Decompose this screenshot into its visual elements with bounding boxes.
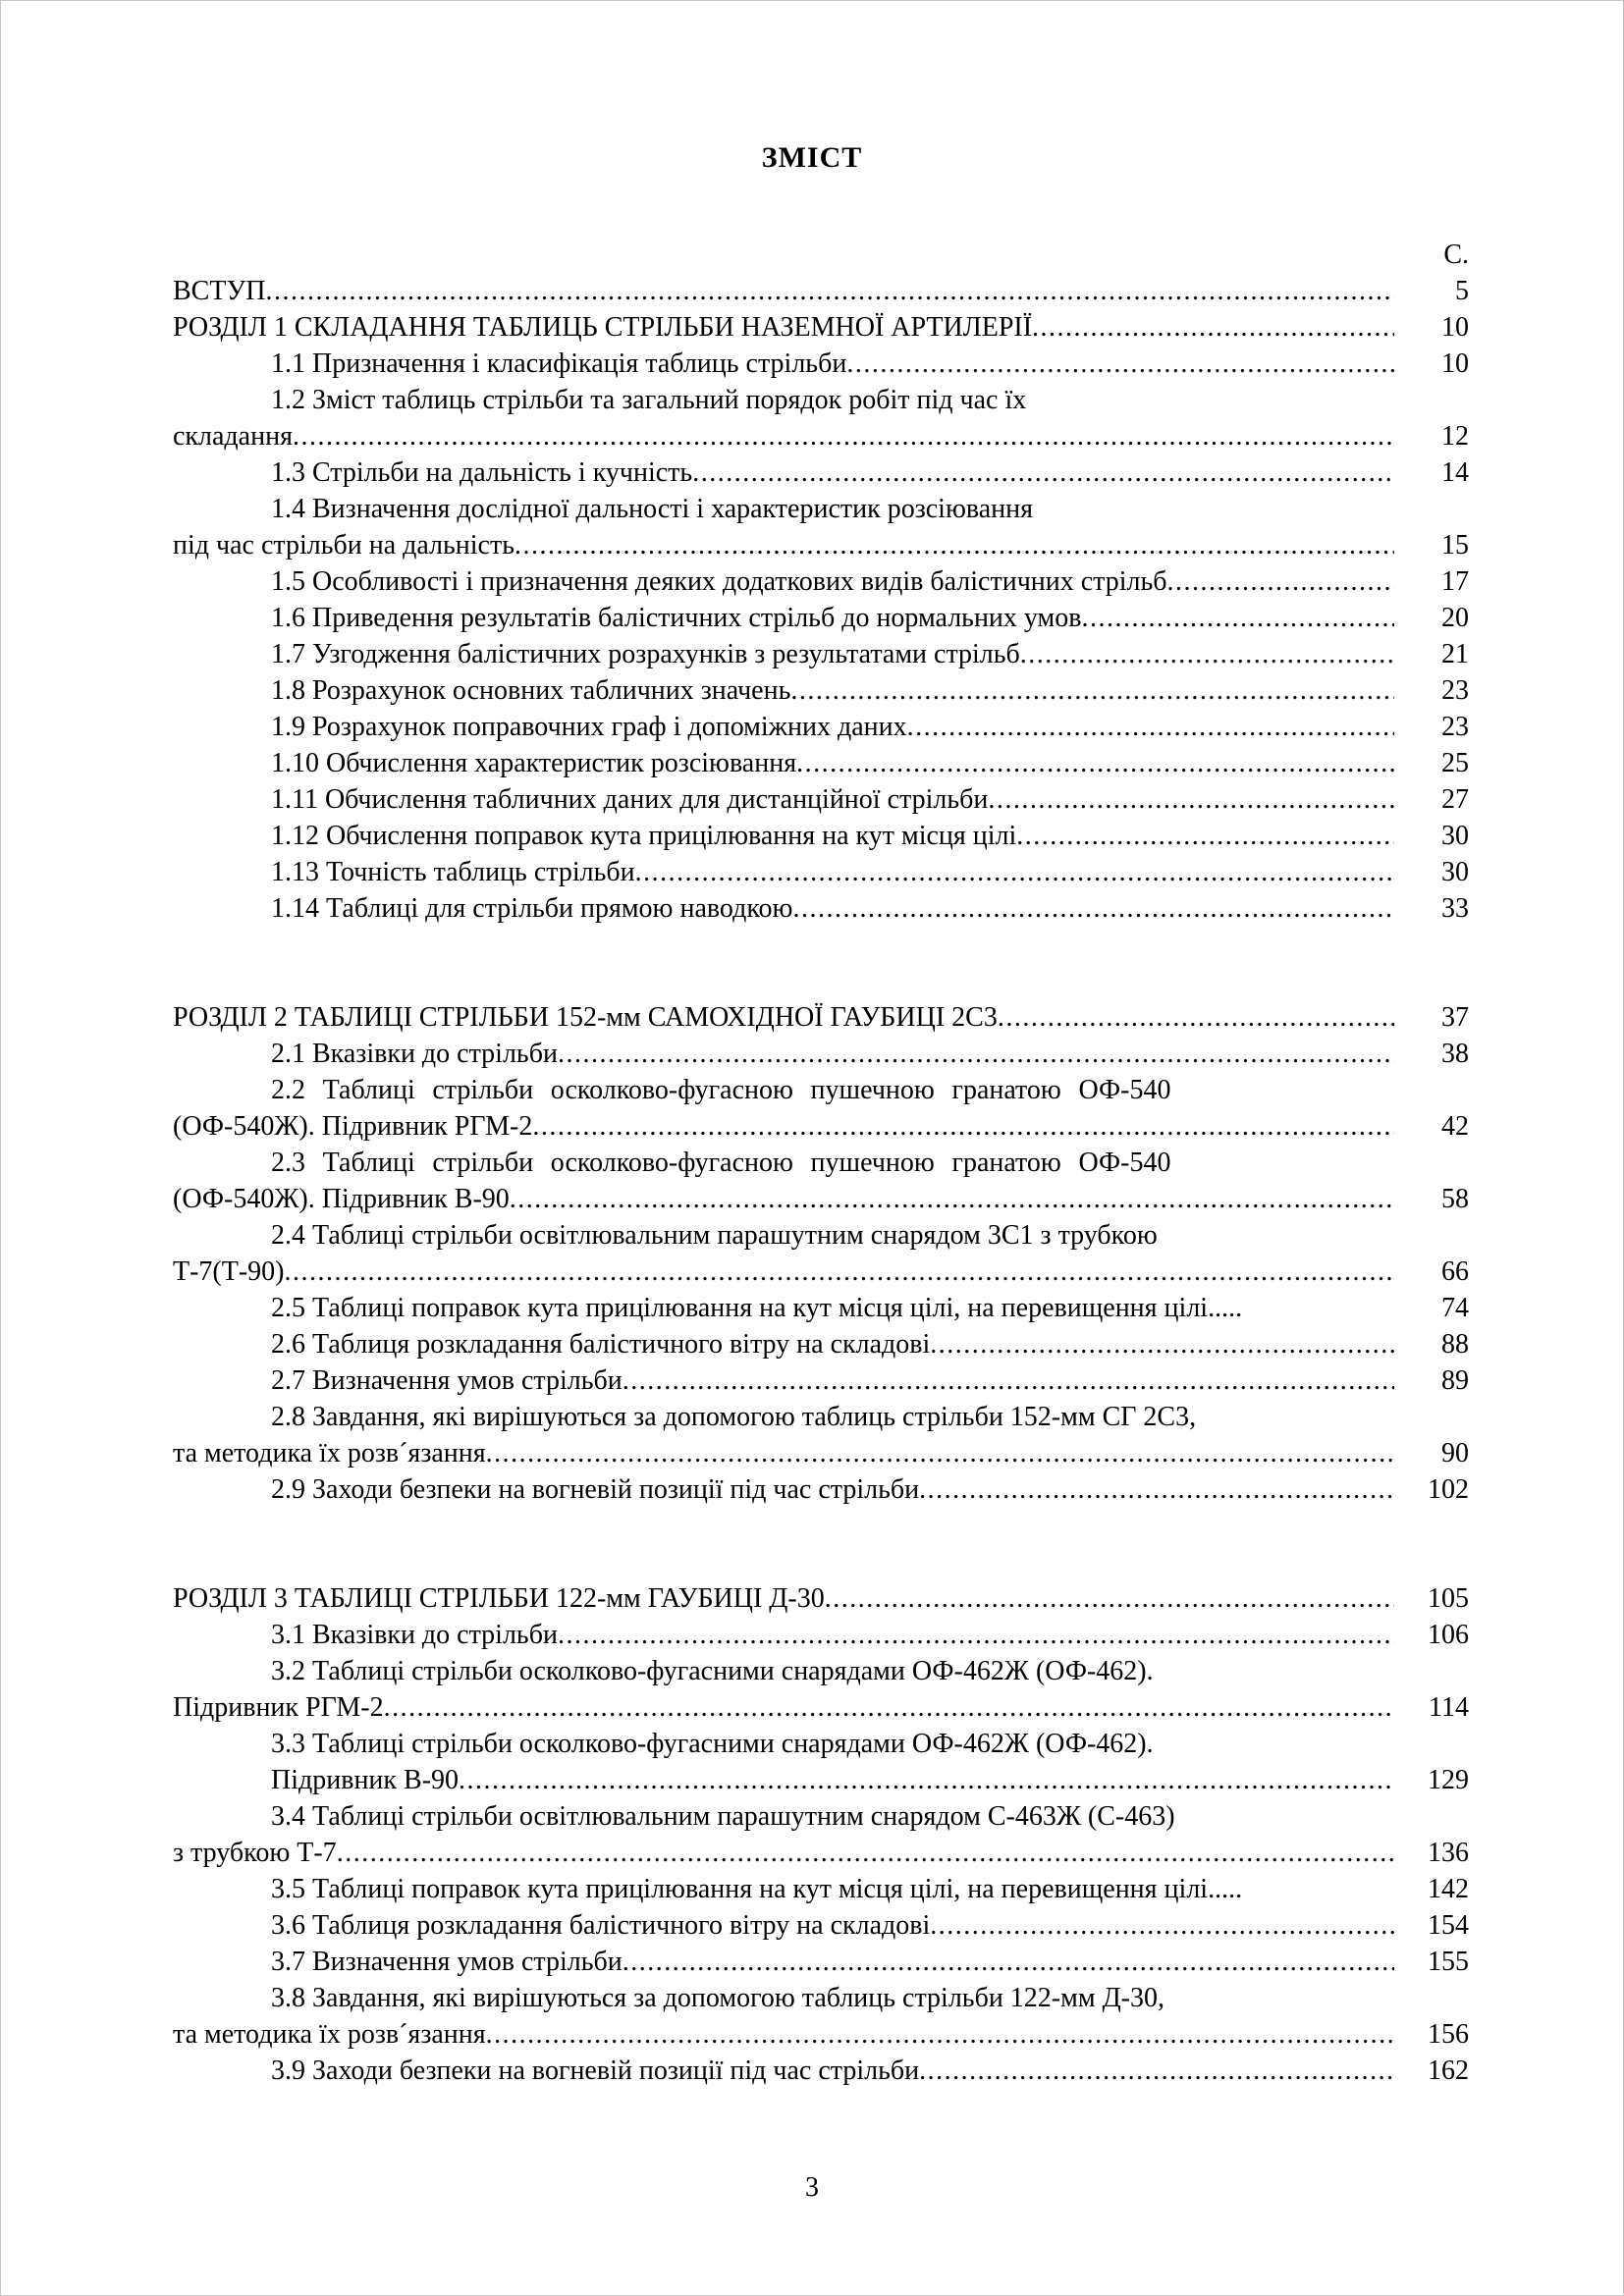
toc-entry-page: 88	[1441, 1329, 1469, 1360]
toc-entry-text: 3.6 Таблиця розкладання балістичного вітру на складові	[271, 1910, 931, 1941]
toc-entry-page: 30	[1441, 857, 1469, 887]
dot-leader	[930, 1326, 1394, 1362]
toc-entry-text: 1.9 Розрахунок поправочних граф і допоміжних даних	[271, 712, 907, 742]
dot-leader	[1016, 818, 1394, 854]
toc-row	[173, 2016, 1469, 2053]
toc-entry-page: 14	[1441, 457, 1469, 488]
toc-entry-text: під час стрільби на дальність	[173, 530, 514, 561]
toc-row	[173, 454, 1469, 491]
toc-row	[173, 1835, 1469, 1871]
dot-leader	[692, 454, 1394, 491]
toc-row	[173, 2053, 1469, 2089]
toc-entry-page: 66	[1441, 1256, 1469, 1287]
toc-row	[173, 1907, 1469, 1944]
dot-leader	[988, 781, 1394, 818]
toc-entry-page: 21	[1441, 639, 1469, 669]
dot-leader	[459, 1762, 1394, 1798]
toc-row	[173, 1980, 1469, 2016]
toc-row	[173, 999, 1469, 1036]
toc-row	[173, 672, 1469, 709]
dot-leader	[1081, 600, 1394, 636]
toc-entry-text: Підривник В-90	[271, 1765, 460, 1795]
toc-row	[173, 1944, 1469, 1980]
toc-row	[173, 273, 1469, 309]
toc-entry-page: 27	[1441, 784, 1469, 815]
toc-entry-text: 2.6 Таблиця розкладання балістичного вітру на складові	[271, 1329, 931, 1360]
dot-leader	[486, 2016, 1394, 2053]
toc-entry-text: 2.8 Завдання, які вирішуються за допомогою таблиць стрільби 152-мм СГ 2С3,	[271, 1402, 1197, 1432]
toc-row	[173, 1326, 1469, 1362]
dot-leader	[1020, 636, 1394, 672]
toc-entry-page: 25	[1441, 748, 1469, 778]
toc-entry-page: 20	[1441, 603, 1469, 633]
toc-entry-text: 3.8 Завдання, які вирішуються за допомогою таблиць стрільби 122-мм Д-30,	[271, 1983, 1164, 2013]
toc-entry-page: 105	[1428, 1583, 1469, 1614]
toc-entry-text: 1.4 Визначення дослідної дальності і характеристик розсіювання	[271, 494, 1034, 524]
toc-entry-text: 1.10 Обчислення характеристик розсіювання	[271, 748, 797, 778]
dot-leader	[790, 672, 1394, 709]
dot-leader	[558, 1036, 1394, 1072]
toc-entry-text: 1.7 Узгодження балістичних розрахунків з результатами стрільб	[271, 639, 1020, 669]
toc-row	[173, 1399, 1469, 1435]
toc-entry-text: 1.2 Зміст таблиць стрільби та загальний порядок робіт під час їх	[271, 385, 1027, 415]
toc-row	[173, 1362, 1469, 1399]
toc-entry-text: (ОФ-540Ж). Підривник РГМ-2	[173, 1111, 533, 1142]
toc-entry-page: 10	[1441, 348, 1469, 379]
dot-leader	[384, 1689, 1394, 1726]
dot-leader	[337, 1835, 1394, 1871]
toc-rows	[173, 273, 1469, 2089]
dot-leader	[635, 854, 1394, 890]
toc-row	[173, 527, 1469, 563]
toc-entry-page: 42	[1441, 1111, 1469, 1142]
toc-entry-text: 3.7 Визначення умов стрільби	[271, 1947, 623, 1977]
dot-leader	[998, 999, 1394, 1036]
toc-entry-text: 1.1 Призначення і класифікація таблиць стрільби	[271, 348, 847, 379]
toc-row	[173, 1217, 1469, 1254]
toc-entry-text: ВСТУП	[173, 276, 266, 306]
footer-page-number: 3	[805, 2172, 819, 2203]
toc-entry-text: 3.4 Таблиці стрільби освітлювальним парашутним снарядом С-463Ж (С-463)	[271, 1801, 1175, 1832]
toc-row	[173, 890, 1469, 927]
toc-column-header-row	[173, 237, 1469, 273]
toc-entry-text: 1.5 Особливості і призначення деяких додаткових видів балістичних стрільб	[271, 566, 1167, 597]
toc-row	[173, 1653, 1469, 1689]
toc-entry-text: Т-7(Т-90)	[173, 1256, 285, 1287]
toc-row	[173, 1726, 1469, 1762]
dot-leader	[558, 1617, 1394, 1653]
toc-row	[173, 818, 1469, 854]
toc-entry-page: 136	[1428, 1838, 1469, 1868]
toc-row	[173, 636, 1469, 672]
toc-entry-page: 38	[1441, 1039, 1469, 1069]
toc-entry-page: 30	[1441, 821, 1469, 851]
toc-entry-text: РОЗДІЛ 2 ТАБЛИЦІ СТРІЛЬБИ 152-мм САМОХІДНОЇ ГАУБИЦІ 2С3	[173, 1002, 998, 1033]
toc-entry-text: 1.3 Стрільби на дальність і кучність	[271, 457, 693, 488]
toc-entry-page: 155	[1428, 1947, 1469, 1977]
toc-entry-text: Підривник РГМ-2	[173, 1692, 384, 1723]
dot-leader	[792, 890, 1394, 927]
dot-leader	[514, 527, 1394, 563]
toc-row	[173, 1181, 1469, 1217]
toc-row	[173, 1617, 1469, 1653]
toc-entry-text: та методика їх розв´язання	[173, 2019, 486, 2050]
toc-entry-page: 15	[1441, 530, 1469, 561]
toc-entry-text: складання	[173, 421, 293, 452]
dot-leader	[510, 1181, 1394, 1217]
toc-row	[173, 1798, 1469, 1835]
toc-row	[173, 418, 1469, 454]
dot-leader	[532, 1108, 1394, 1145]
toc-entry-page: 23	[1441, 675, 1469, 706]
toc-entry-text: 3.2 Таблиці стрільби осколково-фугасними снарядами ОФ-462Ж (ОФ-462).	[271, 1656, 1154, 1686]
table-of-contents	[173, 237, 1469, 2089]
dot-leader	[1032, 309, 1394, 346]
toc-row	[173, 1762, 1469, 1798]
toc-entry-page: 33	[1441, 893, 1469, 924]
page-column-header: С.	[1443, 240, 1469, 270]
toc-entry-text: 2.2 Таблиці стрільби осколково-фугасною пушечною гранатою ОФ-540	[271, 1075, 1171, 1105]
toc-entry-page: 17	[1441, 566, 1469, 597]
toc-row	[173, 382, 1469, 418]
toc-entry-text: 2.5 Таблиці поправок кута прицілювання на кут місця цілі, на перевищення цілі.....	[271, 1293, 1243, 1323]
toc-entry-text: та методика їх розв´язання	[173, 1438, 486, 1468]
toc-entry-page: 23	[1441, 712, 1469, 742]
toc-entry-text: з трубкою Т-7	[173, 1838, 337, 1868]
section-gap	[173, 1508, 1469, 1580]
toc-entry-text: 3.3 Таблиці стрільби осколково-фугасними снарядами ОФ-462Ж (ОФ-462).	[271, 1729, 1154, 1759]
toc-entry-text: 2.4 Таблиці стрільби освітлювальним парашутним снарядом 3С1 з трубкою	[271, 1220, 1158, 1251]
toc-entry-page: 74	[1441, 1293, 1469, 1323]
toc-entry-text: 1.6 Приведення результатів балістичних стрільб до нормальних умов	[271, 603, 1082, 633]
dot-leader	[846, 346, 1394, 382]
toc-entry-text: 1.14 Таблиці для стрільби прямою наводкою	[271, 893, 793, 924]
dot-leader	[1167, 563, 1394, 600]
toc-entry-page: 58	[1441, 1184, 1469, 1214]
toc-row	[173, 1471, 1469, 1508]
toc-entry-text: 3.5 Таблиці поправок кута прицілювання на кут місця цілі, на перевищення цілі.....	[271, 1874, 1243, 1904]
toc-entry-text: 3.1 Вказівки до стрільби	[271, 1620, 558, 1650]
toc-entry-page: 156	[1428, 2019, 1469, 2050]
dot-leader	[796, 745, 1394, 781]
toc-row	[173, 491, 1469, 527]
toc-entry-page: 114	[1429, 1692, 1469, 1723]
toc-entry-text: 2.3 Таблиці стрільби осколково-фугасною пушечною гранатою ОФ-540	[271, 1148, 1171, 1178]
toc-row	[173, 600, 1469, 636]
toc-entry-text: РОЗДІЛ 1 СКЛАДАННЯ ТАБЛИЦЬ СТРІЛЬБИ НАЗЕМНОЇ АРТИЛЕРІЇ	[173, 312, 1033, 343]
toc-entry-text: 1.8 Розрахунок основних табличних значень	[271, 675, 791, 706]
toc-entry-text: 1.11 Обчислення табличних даних для дистанційної стрільби	[271, 784, 989, 815]
dot-leader	[486, 1435, 1394, 1471]
toc-entry-page: 10	[1441, 312, 1469, 343]
toc-row	[173, 1435, 1469, 1471]
toc-row	[173, 1145, 1469, 1181]
toc-row	[173, 1108, 1469, 1145]
page-title: ЗМІСТ	[761, 141, 863, 174]
toc-row	[173, 563, 1469, 600]
toc-entry-text: 3.9 Заходи безпеки на вогневій позиції під час стрільби	[271, 2056, 920, 2086]
toc-entry-page: 37	[1441, 1002, 1469, 1033]
section-gap	[173, 927, 1469, 999]
toc-row	[173, 346, 1469, 382]
toc-entry-text: 2.1 Вказівки до стрільби	[271, 1039, 558, 1069]
toc-row	[173, 1871, 1469, 1907]
toc-entry-page: 102	[1428, 1474, 1469, 1505]
toc-entry-text: (ОФ-540Ж). Підривник В-90	[173, 1184, 510, 1214]
dot-leader	[285, 1254, 1394, 1290]
toc-entry-page: 89	[1441, 1365, 1469, 1396]
toc-row	[173, 1072, 1469, 1108]
toc-entry-page: 12	[1441, 421, 1469, 452]
dot-leader	[919, 1471, 1394, 1508]
toc-row	[173, 1254, 1469, 1290]
dot-leader	[266, 273, 1395, 309]
dot-leader	[623, 1944, 1394, 1980]
toc-entry-text: 1.13 Точність таблиць стрільби	[271, 857, 635, 887]
dot-leader	[293, 418, 1394, 454]
toc-entry-page: 142	[1428, 1874, 1469, 1904]
dot-leader	[919, 2053, 1394, 2089]
toc-entry-page: 5	[1455, 276, 1469, 306]
toc-entry-text: РОЗДІЛ 3 ТАБЛИЦІ СТРІЛЬБИ 122-мм ГАУБИЦІ Д-30	[173, 1583, 825, 1614]
toc-entry-text: 1.12 Обчислення поправок кута прицілювання на кут місця цілі	[271, 821, 1017, 851]
toc-row	[173, 309, 1469, 346]
toc-row	[173, 709, 1469, 745]
toc-row	[173, 781, 1469, 818]
toc-row	[173, 854, 1469, 890]
toc-entry-text: 2.9 Заходи безпеки на вогневій позиції під час стрільби	[271, 1474, 920, 1505]
dot-leader	[825, 1580, 1394, 1617]
toc-row	[173, 745, 1469, 781]
toc-row	[173, 1580, 1469, 1617]
toc-entry-page: 106	[1428, 1620, 1469, 1650]
toc-row	[173, 1036, 1469, 1072]
toc-entry-text: 2.7 Визначення умов стрільби	[271, 1365, 623, 1396]
toc-entry-page: 90	[1441, 1438, 1469, 1468]
toc-entry-page: 129	[1428, 1765, 1469, 1795]
toc-entry-page: 154	[1428, 1910, 1469, 1941]
toc-row	[173, 1290, 1469, 1326]
toc-entry-page: 162	[1428, 2056, 1469, 2086]
dot-leader	[930, 1907, 1394, 1944]
toc-row	[173, 1689, 1469, 1726]
dot-leader	[623, 1362, 1394, 1399]
dot-leader	[907, 709, 1394, 745]
